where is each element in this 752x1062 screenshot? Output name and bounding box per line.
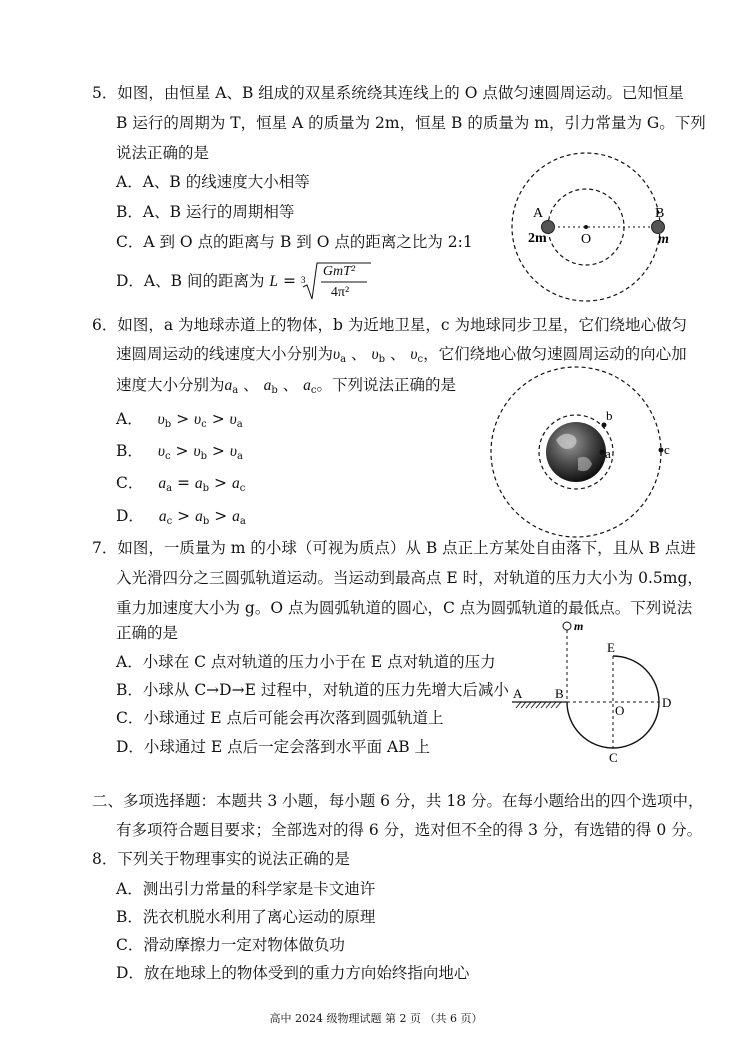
v-symbol: υ bbox=[193, 443, 201, 460]
q7-stem-line1: 7．如图，一质量为 m 的小球（可视为质点）从 B 点正上方某处自由落下，且从 B 点进 bbox=[92, 539, 696, 557]
gt: > bbox=[211, 410, 225, 428]
q6-line3-pre: 速度大小分别为 bbox=[116, 376, 225, 394]
gt: > bbox=[175, 442, 189, 460]
label-o: O bbox=[581, 232, 592, 247]
q6-stem-line3 bbox=[116, 374, 456, 402]
q6-option-b bbox=[116, 440, 243, 468]
gt: > bbox=[214, 474, 227, 492]
q8-option-d: D．放在地球上的物体受到的重力方向始终指向地心 bbox=[116, 964, 470, 982]
q5-option-d-eq: = bbox=[282, 272, 296, 290]
label-a: a bbox=[605, 446, 611, 461]
label-a: A bbox=[513, 686, 523, 701]
sub-b: b bbox=[378, 354, 386, 365]
gt: > bbox=[177, 507, 191, 525]
v-symbol: υ bbox=[371, 346, 379, 363]
q6-line2-post: ，它们绕地心做匀速圆周运动的向心加 bbox=[423, 345, 687, 363]
sub-c: c bbox=[417, 354, 424, 365]
label-c: C bbox=[609, 750, 618, 765]
sub-b: b bbox=[271, 385, 278, 396]
q8-stem: 8．下列关于物理事实的说法正确的是 bbox=[92, 850, 350, 868]
q7-stem-line3: 重力加速度大小为 g。O 点为圆弧轨道的圆心，C 点为圆弧轨道的最低点。下列说法 bbox=[116, 599, 693, 617]
q7-option-b: B．小球从 C→D→E 过程中，对轨道的压力先增大后减小 bbox=[116, 681, 509, 699]
sub-b: b bbox=[164, 419, 172, 430]
sub-a: a bbox=[236, 419, 243, 430]
q8-option-c: C．滑动摩擦力一定对物体做负功 bbox=[116, 936, 345, 954]
label-a: A bbox=[533, 206, 544, 221]
label-m: m bbox=[574, 619, 584, 633]
label-e: E bbox=[607, 640, 615, 655]
label-b: B bbox=[555, 686, 564, 701]
eq: = bbox=[176, 474, 190, 492]
label-m: m bbox=[658, 232, 669, 247]
q5-cube-root bbox=[301, 261, 371, 303]
root-index: 3 bbox=[300, 275, 306, 285]
option-label: C． bbox=[116, 474, 144, 492]
earth-icon bbox=[546, 422, 606, 482]
sub-a: a bbox=[232, 385, 239, 396]
satellite-b bbox=[602, 423, 607, 428]
q7-option-a: A．小球在 C 点对轨道的压力小于在 E 点对轨道的压力 bbox=[116, 653, 496, 671]
object-a bbox=[600, 450, 605, 455]
v-symbol: υ bbox=[229, 443, 237, 460]
q7-stem-line4: 正确的是 bbox=[116, 624, 179, 642]
a-symbol: a bbox=[232, 508, 240, 525]
v-symbol: υ bbox=[333, 346, 341, 363]
v-symbol: υ bbox=[410, 346, 418, 363]
q7-option-c: C．小球通过 E 点后可能会再次落到圆弧轨道上 bbox=[116, 709, 444, 727]
section2-heading-line2: 有多项符合题目要求；全部选对的得 6 分，选对但不全的得 3 分，有选错的得 0 分。 bbox=[116, 821, 703, 839]
gt: > bbox=[214, 507, 228, 525]
label-d: D bbox=[662, 695, 672, 710]
sub-c: c bbox=[201, 419, 207, 430]
sep: 、 bbox=[389, 345, 406, 363]
sep: 、 bbox=[243, 376, 259, 394]
q5-option-a: A．A、B 的线速度大小相等 bbox=[116, 173, 310, 191]
q7-track-figure bbox=[510, 618, 680, 768]
sub-b: b bbox=[200, 451, 207, 462]
option-label: A． bbox=[116, 410, 143, 428]
a-symbol: a bbox=[158, 508, 167, 525]
q5-option-d-prefix: D．A、B 间的距离为 bbox=[116, 272, 265, 290]
q6-line2-pre: 速圆周运动的线速度大小分别为 bbox=[116, 345, 334, 363]
gt: > bbox=[176, 410, 190, 428]
sub-c: c bbox=[239, 483, 246, 494]
section2-heading-line1: 二、多项选择题：本题共 3 小题，每小题 6 分，共 18 分。在每小题给出的四个选项中， bbox=[92, 792, 704, 810]
sub-b: b bbox=[202, 483, 210, 494]
q5-option-b: B．A、B 运行的周期相等 bbox=[116, 203, 295, 221]
option-label: D． bbox=[116, 507, 144, 525]
sub-c: c bbox=[164, 451, 171, 462]
sub-c: c bbox=[166, 516, 173, 527]
ball-icon bbox=[563, 622, 571, 630]
sub-b: b bbox=[202, 516, 210, 527]
q5-stem-line1: 5．如图，由恒星 A、B 组成的双星系统绕其连线上的 O 点做匀速圆周运动。已知恒星 bbox=[92, 84, 684, 102]
sub-a: a bbox=[340, 354, 347, 365]
root-numerator: GmT² bbox=[322, 264, 356, 279]
q8-option-b: B．洗衣机脱水利用了离心运动的原理 bbox=[116, 908, 376, 926]
q7-stem-line2: 入光滑四分之三圆弧轨道运动。当运动到最高点 E 时，对轨道的压力大小为 0.5mg， bbox=[116, 569, 703, 587]
q6-option-c bbox=[116, 472, 245, 500]
a-symbol: a bbox=[195, 508, 203, 525]
label-c: c bbox=[664, 442, 670, 457]
v-symbol: υ bbox=[194, 411, 202, 428]
q6-line3-post: 。下列说法正确的是 bbox=[316, 376, 457, 394]
q5-stem-line3: 说法正确的是 bbox=[116, 144, 210, 162]
sub-c: c bbox=[310, 385, 317, 396]
q5-option-d bbox=[116, 260, 371, 304]
q5-option-d-l: L bbox=[269, 273, 279, 290]
a-symbol: a bbox=[263, 377, 272, 394]
v-symbol: υ bbox=[157, 443, 165, 460]
sub-a: a bbox=[166, 483, 173, 494]
satellite-c bbox=[659, 448, 664, 453]
a-symbol: a bbox=[194, 475, 203, 492]
a-symbol: a bbox=[224, 377, 233, 394]
sub-a: a bbox=[236, 451, 243, 462]
q6-orbit-figure bbox=[486, 362, 670, 542]
q6-option-d bbox=[116, 505, 246, 533]
sep: 、 bbox=[282, 376, 299, 394]
v-symbol: υ bbox=[229, 411, 237, 428]
sep: 、 bbox=[351, 345, 367, 363]
a-symbol: a bbox=[231, 475, 240, 492]
sub-a: a bbox=[239, 516, 246, 527]
gt: > bbox=[211, 442, 225, 460]
root-denominator: 4π² bbox=[330, 285, 350, 300]
q8-option-a: A．测出引力常量的科学家是卡文迪许 bbox=[116, 880, 376, 898]
q5-stem-line2: B 运行的周期为 T，恒星 A 的质量为 2m，恒星 B 的质量为 m，引力常量为 G。下列 bbox=[116, 114, 706, 132]
q7-option-d: D．小球通过 E 点后一定会落到水平面 AB 上 bbox=[116, 738, 431, 756]
q5-binary-star-figure bbox=[506, 147, 669, 307]
page-footer: 高中 2024 级物理试题 第 2 页 （共 6 页） bbox=[269, 1012, 483, 1025]
v-symbol: υ bbox=[157, 411, 165, 428]
option-label: B． bbox=[116, 442, 143, 460]
label-b: B bbox=[655, 206, 665, 221]
q6-stem-line1: 6．如图，a 为地球赤道上的物体，b 为近地卫星，c 为地球同步卫星，它们绕地心做匀 bbox=[92, 316, 687, 334]
q5-option-c: C．A 到 O 点的距离与 B 到 O 点的距离之比为 2:1 bbox=[116, 233, 473, 251]
a-symbol: a bbox=[158, 475, 167, 492]
label-2m: 2m bbox=[528, 231, 547, 246]
q6-option-a bbox=[116, 408, 243, 436]
label-o: O bbox=[615, 703, 625, 718]
a-symbol: a bbox=[303, 377, 311, 394]
label-b: b bbox=[606, 408, 613, 423]
